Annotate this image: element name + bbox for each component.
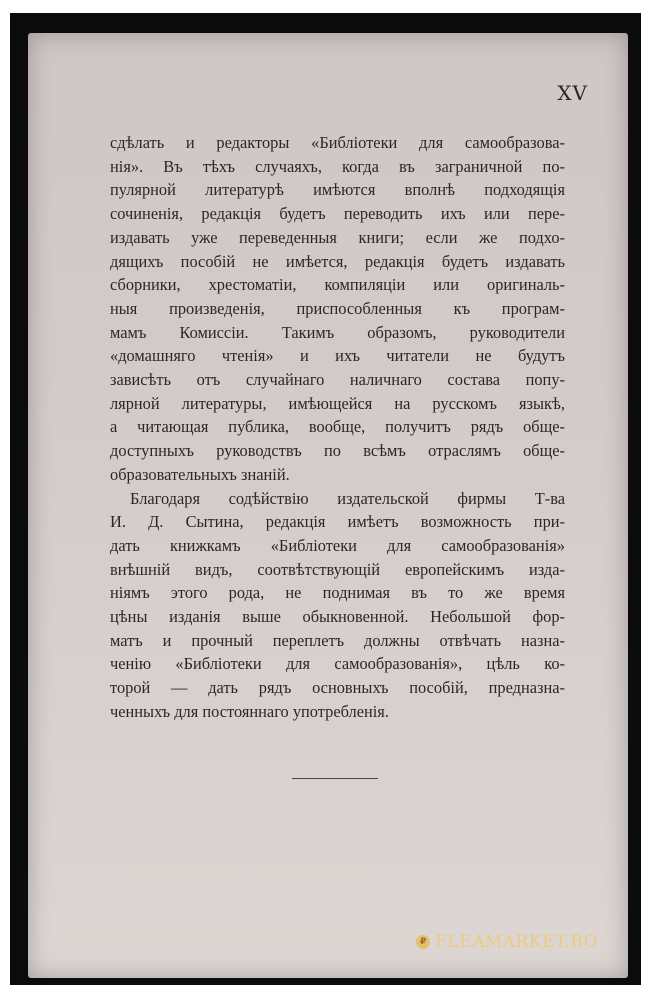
text-line: И. Д. Сытина, редакція имѣетъ возможность при- <box>110 512 565 532</box>
text-line: внѣшній видъ, соотвѣтствующій европейскимъ изда- <box>110 559 565 579</box>
text-line: «домашняго чтенія» и ихъ читатели не будутъ <box>110 346 565 366</box>
section-divider <box>292 778 378 779</box>
paragraph-1 <box>110 131 565 487</box>
text-line: Благодаря содѣйствію издательской фирмы Т-ва <box>130 488 565 508</box>
text-line: ніямъ этого рода, не поднимая въ то же время <box>110 583 565 603</box>
book-page <box>28 33 628 978</box>
text-line: дать книжкамъ «Библіотеки для самообразованія» <box>110 535 565 555</box>
text-line: пулярной литературѣ имѣются вполнѣ подходящія <box>110 180 565 200</box>
watermark-text: FLEAMARKET.BO <box>435 932 598 952</box>
body-text <box>110 131 565 724</box>
text-line: а читающая публика, вообще, получитъ рядъ обще- <box>110 417 565 437</box>
text-line: доступныхъ руководствъ по всѣмъ отраслямъ обще- <box>110 441 565 461</box>
text-line: сборники, хрестоматіи, компиляціи или оригиналь- <box>110 275 565 295</box>
text-line: ныя произведенія, приспособленныя къ програм- <box>110 298 565 318</box>
text-line: сдѣлать и редакторы «Библіотеки для самообразова- <box>110 133 565 152</box>
text-line: лярной литературы, имѣющейся на русскомъ языкѣ, <box>110 393 565 413</box>
watermark <box>416 932 598 952</box>
text-line: торой — дать рядъ основныхъ пособій, предназна- <box>110 678 565 698</box>
text-line: дящихъ пособій не имѣется, редакція будетъ издавать <box>110 251 565 271</box>
photo-frame <box>10 13 641 985</box>
text-line: зависѣть отъ случайнаго наличнаго состава попу- <box>110 370 565 390</box>
text-line: ченію «Библіотеки для самообразованія», цѣль ко- <box>110 654 565 674</box>
page-number: XV <box>557 81 588 105</box>
text-line: издавать уже переведенныя книги; если же подхо- <box>110 227 565 247</box>
coin-icon: ₽ <box>416 935 430 949</box>
text-line: ченныхъ для постояннаго употребленія. <box>110 701 389 721</box>
text-line: матъ и прочный переплетъ должны отвѣчать назна- <box>110 630 565 650</box>
text-line: нія». Въ тѣхъ случаяхъ, когда въ заграничной по- <box>110 156 565 176</box>
text-line: образовательныхъ знаній. <box>110 464 290 484</box>
paragraph-2 <box>110 487 565 724</box>
text-line: цѣны изданія выше обыкновенной. Небольшой фор- <box>110 607 565 627</box>
text-line: сочиненія, редакція будетъ переводить ихъ или пере- <box>110 204 565 224</box>
text-line: мамъ Комиссіи. Такимъ образомъ, руководители <box>110 322 565 342</box>
